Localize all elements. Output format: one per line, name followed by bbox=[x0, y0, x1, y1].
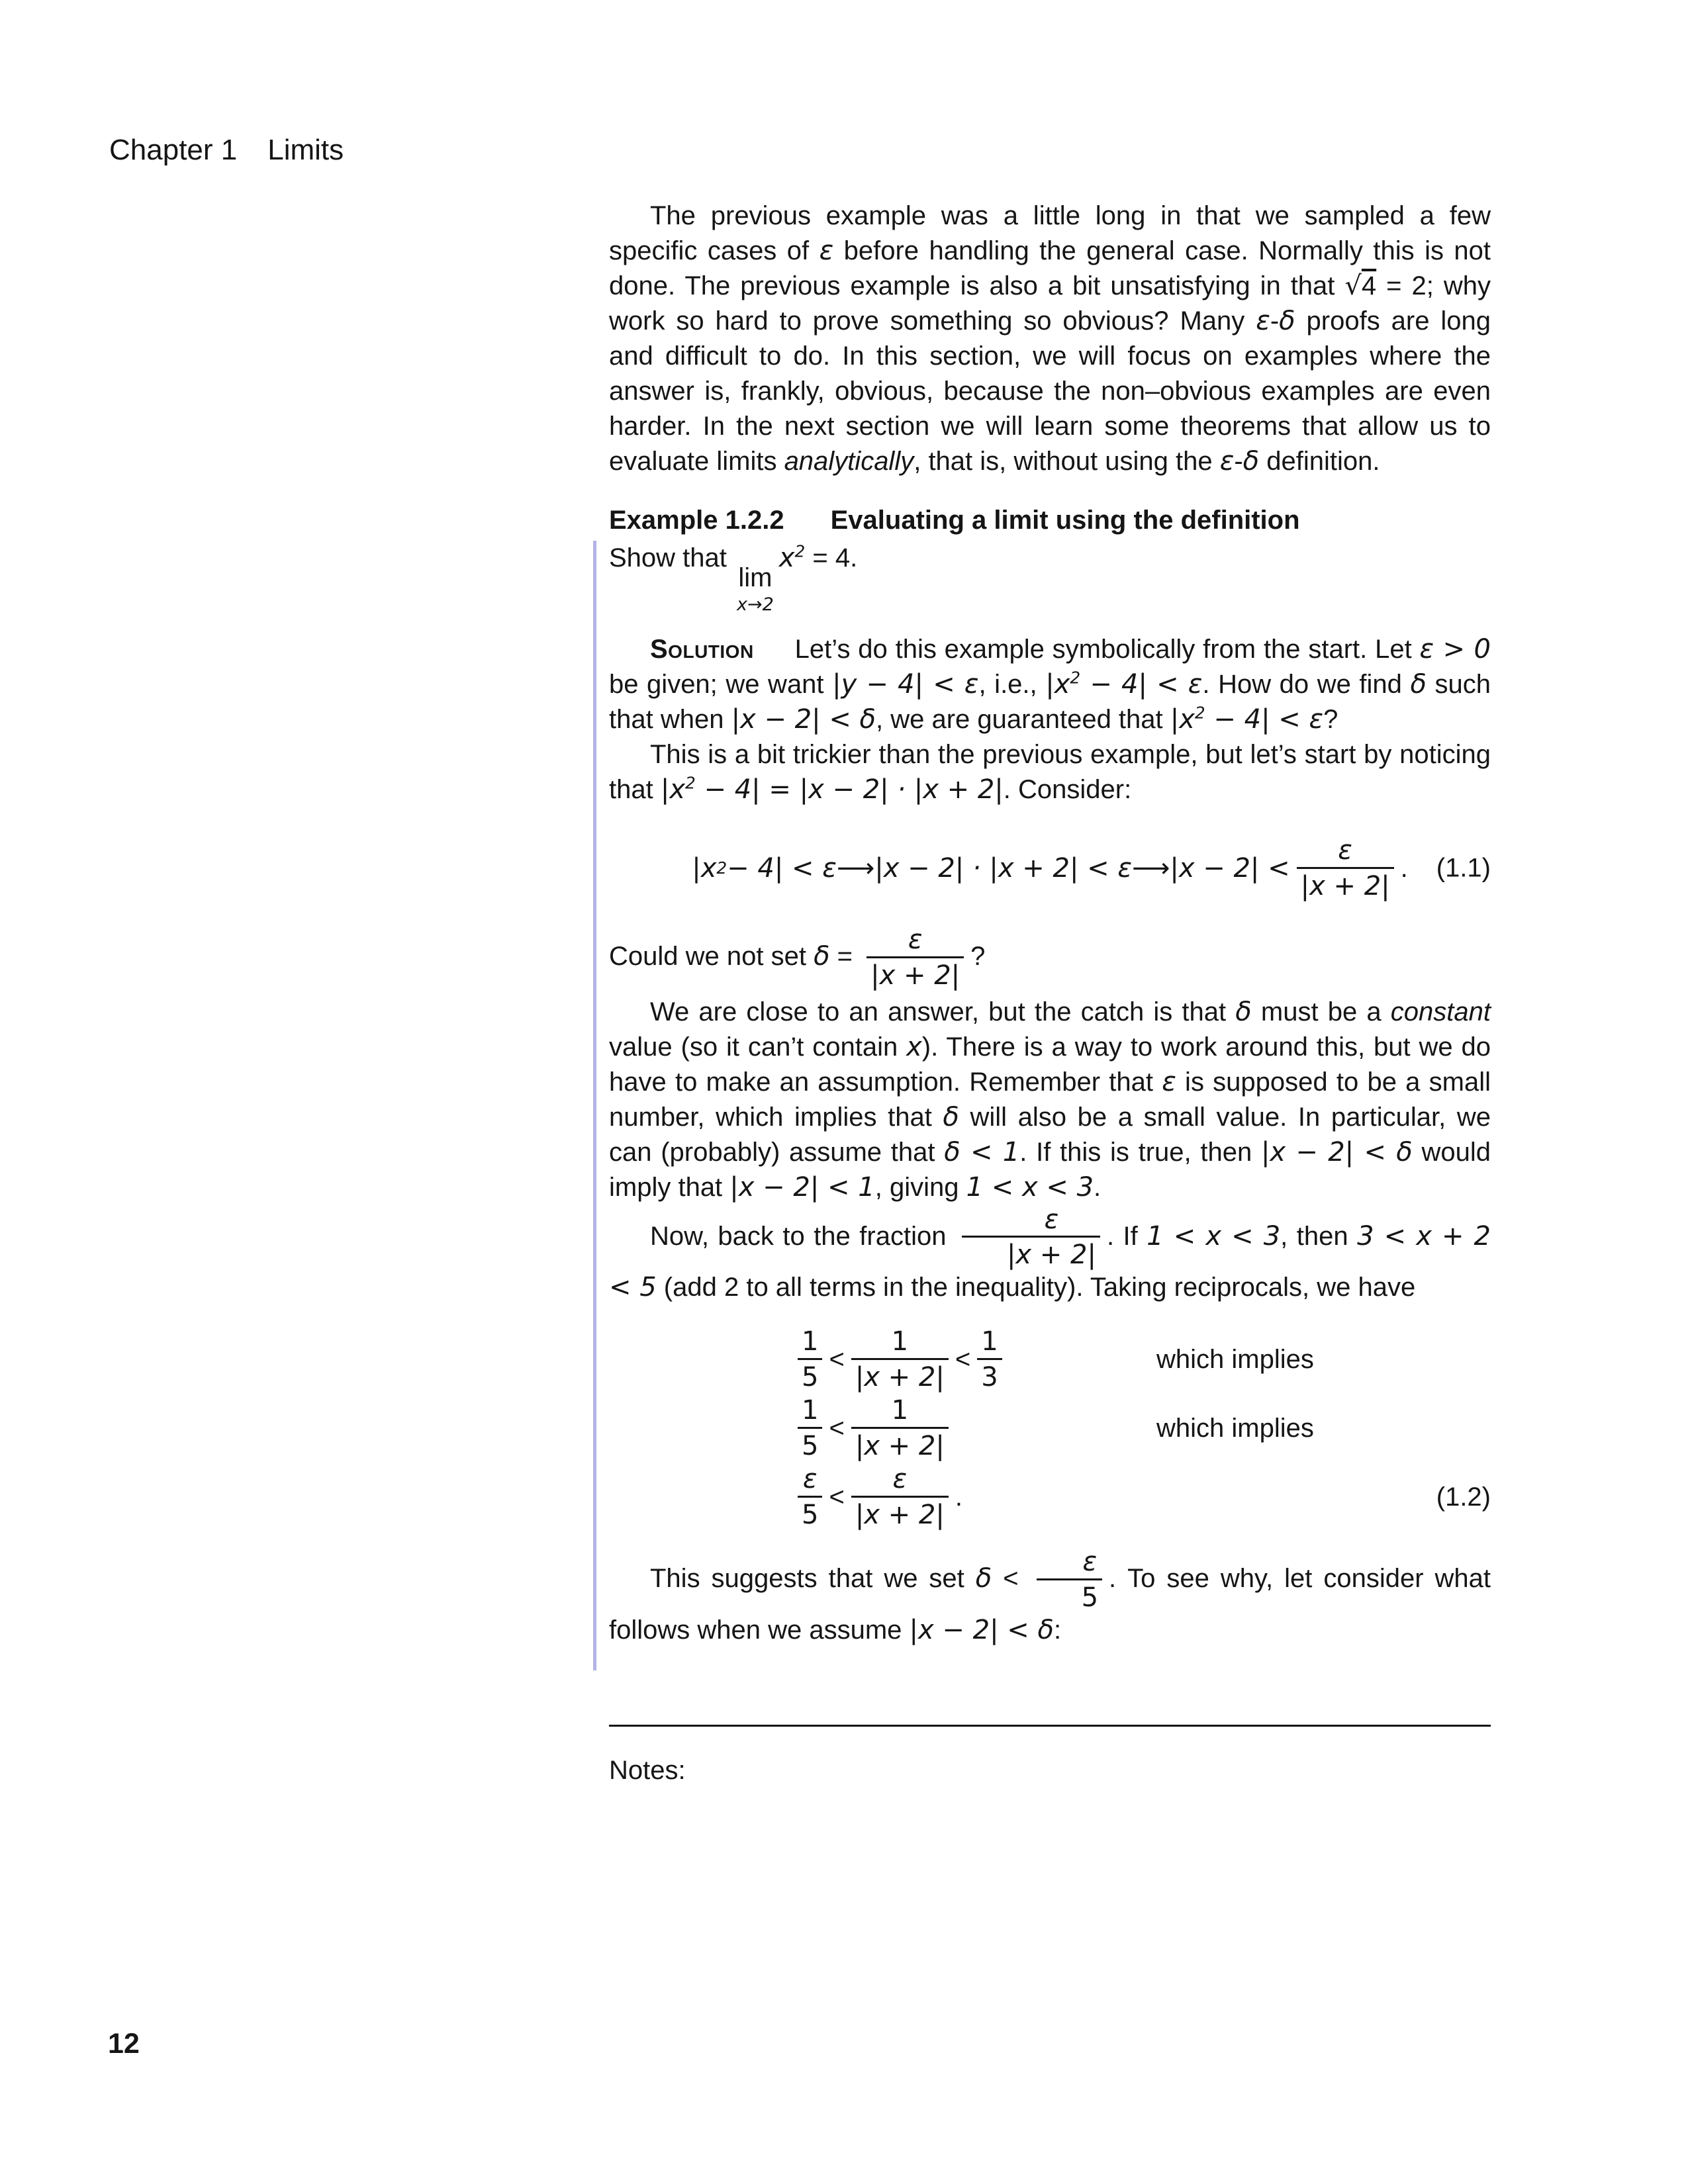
which-implies-label: which implies bbox=[1156, 1413, 1314, 1443]
example-body bbox=[593, 541, 1491, 1670]
solution-label: Solution bbox=[650, 635, 754, 664]
chapter-number-label: Chapter 1 bbox=[109, 134, 238, 166]
equation-1-1-label: (1.1) bbox=[1436, 853, 1491, 883]
now-back-paragraph: Now, back to the fraction $\frac{\varepsilon}{|x + 2|}$ . If 1 < x < 3, then 3 < x + 2 < 5 (add 2 to all terms in the inequality). Taking reciprocals, we have bbox=[609, 1204, 1491, 1303]
text-column bbox=[609, 199, 1491, 1788]
chapter-title-label: Limits bbox=[267, 134, 344, 166]
equation-row bbox=[609, 1325, 1491, 1394]
limit-operator bbox=[737, 565, 774, 614]
example-heading bbox=[609, 503, 1491, 538]
equation-row-math: $\frac{\varepsilon}{5}$ < $\frac{\varepsilon}{|x + 2|}$ . bbox=[791, 1465, 962, 1530]
trickier-paragraph: This is a bit trickier than the previous example, but let’s start by noticing that $|x^2 - 4| = |x - 2| \cdot |x + 2|$. Consider: bbox=[609, 740, 1491, 805]
fraction: $\frac{1}{5}$ bbox=[798, 1396, 822, 1461]
close-to-answer-paragraph: We are close to an answer, but the catch is that δ must be a constant value (so it can’t contain x). There is a way to work around this, but we do have to make an assumption. Remember that ε is supposed to be a small number, which implies that δ will also be a small value. In particular, we can (probably) assume that δ < 1. If this is true, then |x − 2| < δ would imply that |x − 2| < 1, giving 1 < x < 3. bbox=[609, 996, 1491, 1203]
solution-paragraph bbox=[609, 632, 1491, 737]
limit-subscript: x→2 bbox=[737, 594, 774, 615]
fraction: $\frac{\varepsilon}{|x + 2|}$ bbox=[962, 1205, 1100, 1271]
solution-text: Let’s do this example symbolically from the start. Let ε > 0 be given; we want |y − 4| < ε, i.e., $|x^2 - 4| < \varepsilon$. How do we find δ such that when |x − 2| < δ, we are guaranteed that $|x^2 - 4| < \varepsilon$? bbox=[609, 634, 1491, 735]
limit-label: lim bbox=[738, 563, 773, 592]
statement-prefix: Show that bbox=[609, 543, 735, 572]
equation-1-2-label: (1.2) bbox=[1436, 1482, 1491, 1512]
could-we-not-set-line: Could we not set δ = $\frac{\varepsilon}{|x + 2|}$ ? bbox=[609, 925, 986, 991]
fraction: $\frac{1}{5}$ bbox=[798, 1327, 822, 1392]
fraction: $\frac{\varepsilon}{|x + 2|}$ bbox=[851, 1465, 949, 1530]
equation-row-math: $\frac{1}{5}$ < $\frac{1}{|x + 2|}$ bbox=[791, 1396, 955, 1461]
statement-expression: $x^2 = 4$. bbox=[778, 541, 858, 573]
equation-1-2-block bbox=[609, 1325, 1491, 1531]
equation-1-1 bbox=[609, 831, 1491, 905]
page-number: 12 bbox=[108, 2028, 140, 2060]
which-implies-label: which implies bbox=[1156, 1344, 1314, 1374]
fraction: $\frac{\varepsilon}{|x + 2|}$ bbox=[867, 925, 964, 991]
example-number: Example 1.2.2 bbox=[609, 506, 784, 535]
fraction: $\frac{1}{|x + 2|}$ bbox=[851, 1327, 949, 1392]
fraction: $\frac{1}{|x + 2|}$ bbox=[851, 1396, 949, 1461]
fraction: $\frac{\varepsilon}{5}$ bbox=[798, 1465, 822, 1530]
suggests-paragraph: This suggests that we set δ < $\frac{\varepsilon}{5}$ . To see why, let consider what follows when we assume |x − 2| < δ: bbox=[609, 1547, 1491, 1645]
equation-1-1-math: |x 2 − 4| < ε ⟶ |x − 2| · |x + 2| < ε ⟶ |x − 2| < $\frac{\varepsilon}{|x + 2|}$ . bbox=[692, 835, 1408, 901]
fraction: $\frac{\varepsilon}{|x + 2|}$ bbox=[1297, 836, 1394, 901]
fraction: $\frac{\varepsilon}{5}$ bbox=[1037, 1547, 1102, 1613]
fraction: $\frac{1}{3}$ bbox=[977, 1327, 1002, 1392]
example-title: Evaluating a limit using the definition bbox=[830, 506, 1300, 535]
equation-row bbox=[609, 1394, 1491, 1463]
equation-row bbox=[609, 1463, 1491, 1531]
example-statement bbox=[609, 541, 1491, 614]
notes-label: Notes: bbox=[609, 1755, 686, 1785]
equation-row-math: $\frac{1}{5}$ < $\frac{1}{|x + 2|}$ < $\frac{1}{3}$ bbox=[791, 1327, 1009, 1392]
chapter-header bbox=[109, 132, 344, 167]
intro-paragraph: The previous example was a little long in that we sampled a few specific cases of ε before handling the general case. Normally this is not done. The previous example is also a bit unsatisfying in that √4 = 2; why work so hard to prove something so obvious? Many ε-δ proofs are long and difficult to do. In this section, we will focus on examples where the answer is, frankly, obvious, because the non–obvious examples are even harder. In the next section we will learn some theorems that allow us to evaluate limits analytically, that is, without using the ε-δ definition. bbox=[609, 201, 1491, 477]
notes-divider bbox=[609, 1725, 1491, 1727]
